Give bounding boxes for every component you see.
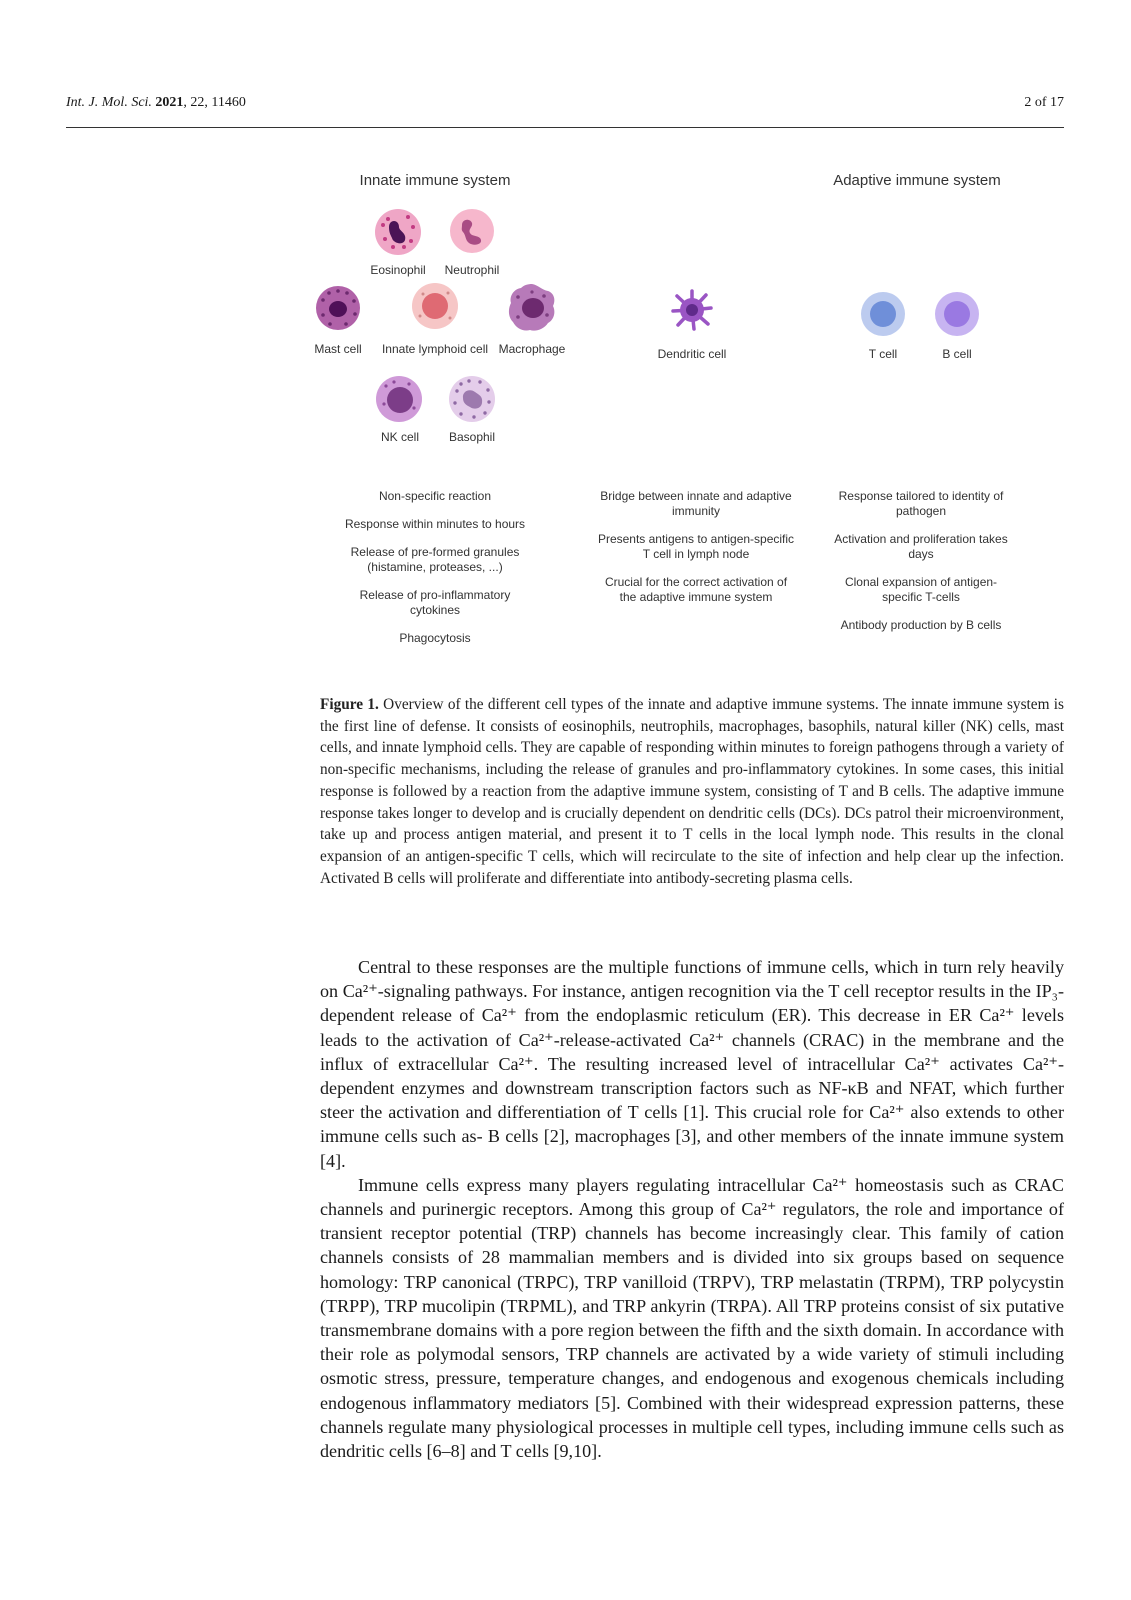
neutrophil-label: Neutrophil (444, 263, 500, 277)
mast-cell-icon (314, 284, 362, 332)
b-cell-label: B cell (942, 347, 972, 361)
body-paragraph: Immune cells express many players regulating intracellular Ca²⁺ homeostasis such as CRAC channels and purinergic receptors. Among this group of Ca²⁺ regulators, the role and importance of transient receptor potential (TRP) channels has become increasingly clear. This family of cation channels consists of 28 mammalian members and is divided into six groups based on sequence homology: TRP canonical (TRPC), TRP vanilloid (TRPV), TRP melastatin (TRPM), TRP polycystin (TRPP), TRP mucolipin (TRPML), and TRP ankyrin (TRPA). All TRP proteins consist of six putative transmembrane domains with a pore region between the fifth and the sixth domain. In accordance with their role as polymodal sensors, TRP channels are activated by a wide variety of stimuli including osmotic stress, pressure, temperature changes, and endogenous and exogenous chemicals including endogenous inflammatory mediators [5]. Combined with their widespread expression patterns, these channels regulate many physiological processes in multiple cell types, including immune cells such as dendritic cells [6–8] and T cells [9,10]. (320, 1174, 1064, 1462)
innate-features (340, 489, 530, 659)
basophil-label: Basophil (448, 430, 496, 444)
dendritic-feature: Crucial for the correct activation of the adaptive immune system (604, 575, 788, 604)
journal-abbrev: Int. J. Mol. Sci. (66, 95, 152, 110)
t-cell-label: T cell (868, 347, 898, 361)
nk-cell-icon (374, 374, 424, 424)
journal-year: 2021 (155, 95, 184, 110)
macrophage-icon (506, 282, 558, 334)
dendritic-feature: Presents antigens to antigen-specific T cell in lymph node (597, 532, 795, 561)
dendritic-cell-icon (670, 288, 714, 332)
running-header (66, 95, 1064, 117)
innate-lymphoid-cell-icon (410, 281, 460, 331)
eosinophil-label: Eosinophil (370, 263, 426, 277)
innate-feature: Release of pro-inflammatory cytokines (359, 588, 511, 617)
body-paragraph: Central to these responses are the multiple functions of immune cells, which in turn rely heavily on Ca²⁺-signaling pathways. For instance, antigen recognition via the T cell receptor results in the IP₃-dependent release of Ca²⁺ from the endoplasmic reticulum (ER). This decrease in ER Ca²⁺ levels leads to the activation of Ca²⁺-release-activated Ca²⁺ channels (CRAC) in the membrane and the influx of extracellular Ca²⁺. The resulting increased level of intracellular Ca²⁺ activates Ca²⁺-dependent enzymes and downstream transcription factors such as NF-κB and NFAT, which further steer the activation and differentiation of T cells [1]. This crucial role for Ca²⁺ also extends to other immune cells such as- B cells [2], macrophages [3], and other members of the innate immune system [4]. (320, 957, 1064, 1171)
page-number: 2 of 17 (1024, 95, 1064, 110)
caption-label: Figure 1. (320, 696, 379, 713)
adaptive-features (826, 489, 1016, 646)
neutrophil-icon (448, 207, 496, 255)
adaptive-title: Adaptive immune system (833, 172, 1001, 189)
innate-feature: Non-specific reaction (378, 489, 492, 503)
t-cell-icon (860, 291, 906, 337)
figure-1 (300, 160, 1064, 700)
basophil-icon (447, 374, 497, 424)
dendritic-features (596, 489, 796, 618)
body-text (320, 955, 1064, 1463)
b-cell-icon (934, 291, 980, 337)
dendritic-cell-label: Dendritic cell (657, 347, 727, 361)
innate-feature: Response within minutes to hours (344, 517, 526, 531)
figure-caption (320, 694, 1064, 889)
journal-citation (66, 95, 246, 111)
innate-title: Innate immune system (359, 172, 511, 189)
nk-cell-label: NK cell (380, 430, 419, 444)
caption-text: Overview of the different cell types of the innate and adaptive immune systems. The innate immune system is the first line of defense. It consists of eosinophils, neutrophils, macrophages, basophils, natural killer (NK) cells, mast cells, and innate lymphoid cells. They are capable of responding within minutes to foreign pathogens through a variety of non-specific mechanisms, including the release of granules and pro-inflammatory cytokines. In some cases, this initial response is followed by a reaction from the adaptive immune system, consisting of T and B cells. The adaptive immune response takes longer to develop and is crucially dependent on dendritic cells (DCs). DCs patrol their microenvironment, take up and process antigen material, and present it to T cells in the local lymph node. This results in the clonal expansion of an antigen-specific T cells, which will recirculate to the site of infection and help clear up the infection. Activated B cells will proliferate and differentiate into antibody-secreting plasma cells. (320, 696, 1064, 887)
macrophage-label: Macrophage (498, 342, 566, 356)
innate-feature: Phagocytosis (399, 631, 471, 645)
mast-cell-label: Mast cell (314, 342, 362, 356)
innate-lymphoid-cell-label: Innate lymphoid cell (381, 342, 489, 356)
header-rule (66, 127, 1064, 128)
adaptive-feature: Response tailored to identity of pathogen (838, 489, 1004, 518)
journal-volume-issue: , 22, 11460 (183, 95, 246, 110)
eosinophil-icon (373, 207, 423, 257)
adaptive-feature: Activation and proliferation takes days (834, 532, 1008, 561)
adaptive-feature: Antibody production by B cells (840, 618, 1002, 632)
innate-feature: Release of pre-formed granules (histamine, proteases, ...) (350, 545, 520, 574)
adaptive-feature: Clonal expansion of antigen-specific T-cells (844, 575, 998, 604)
dendritic-feature: Bridge between innate and adaptive immunity (600, 489, 792, 518)
